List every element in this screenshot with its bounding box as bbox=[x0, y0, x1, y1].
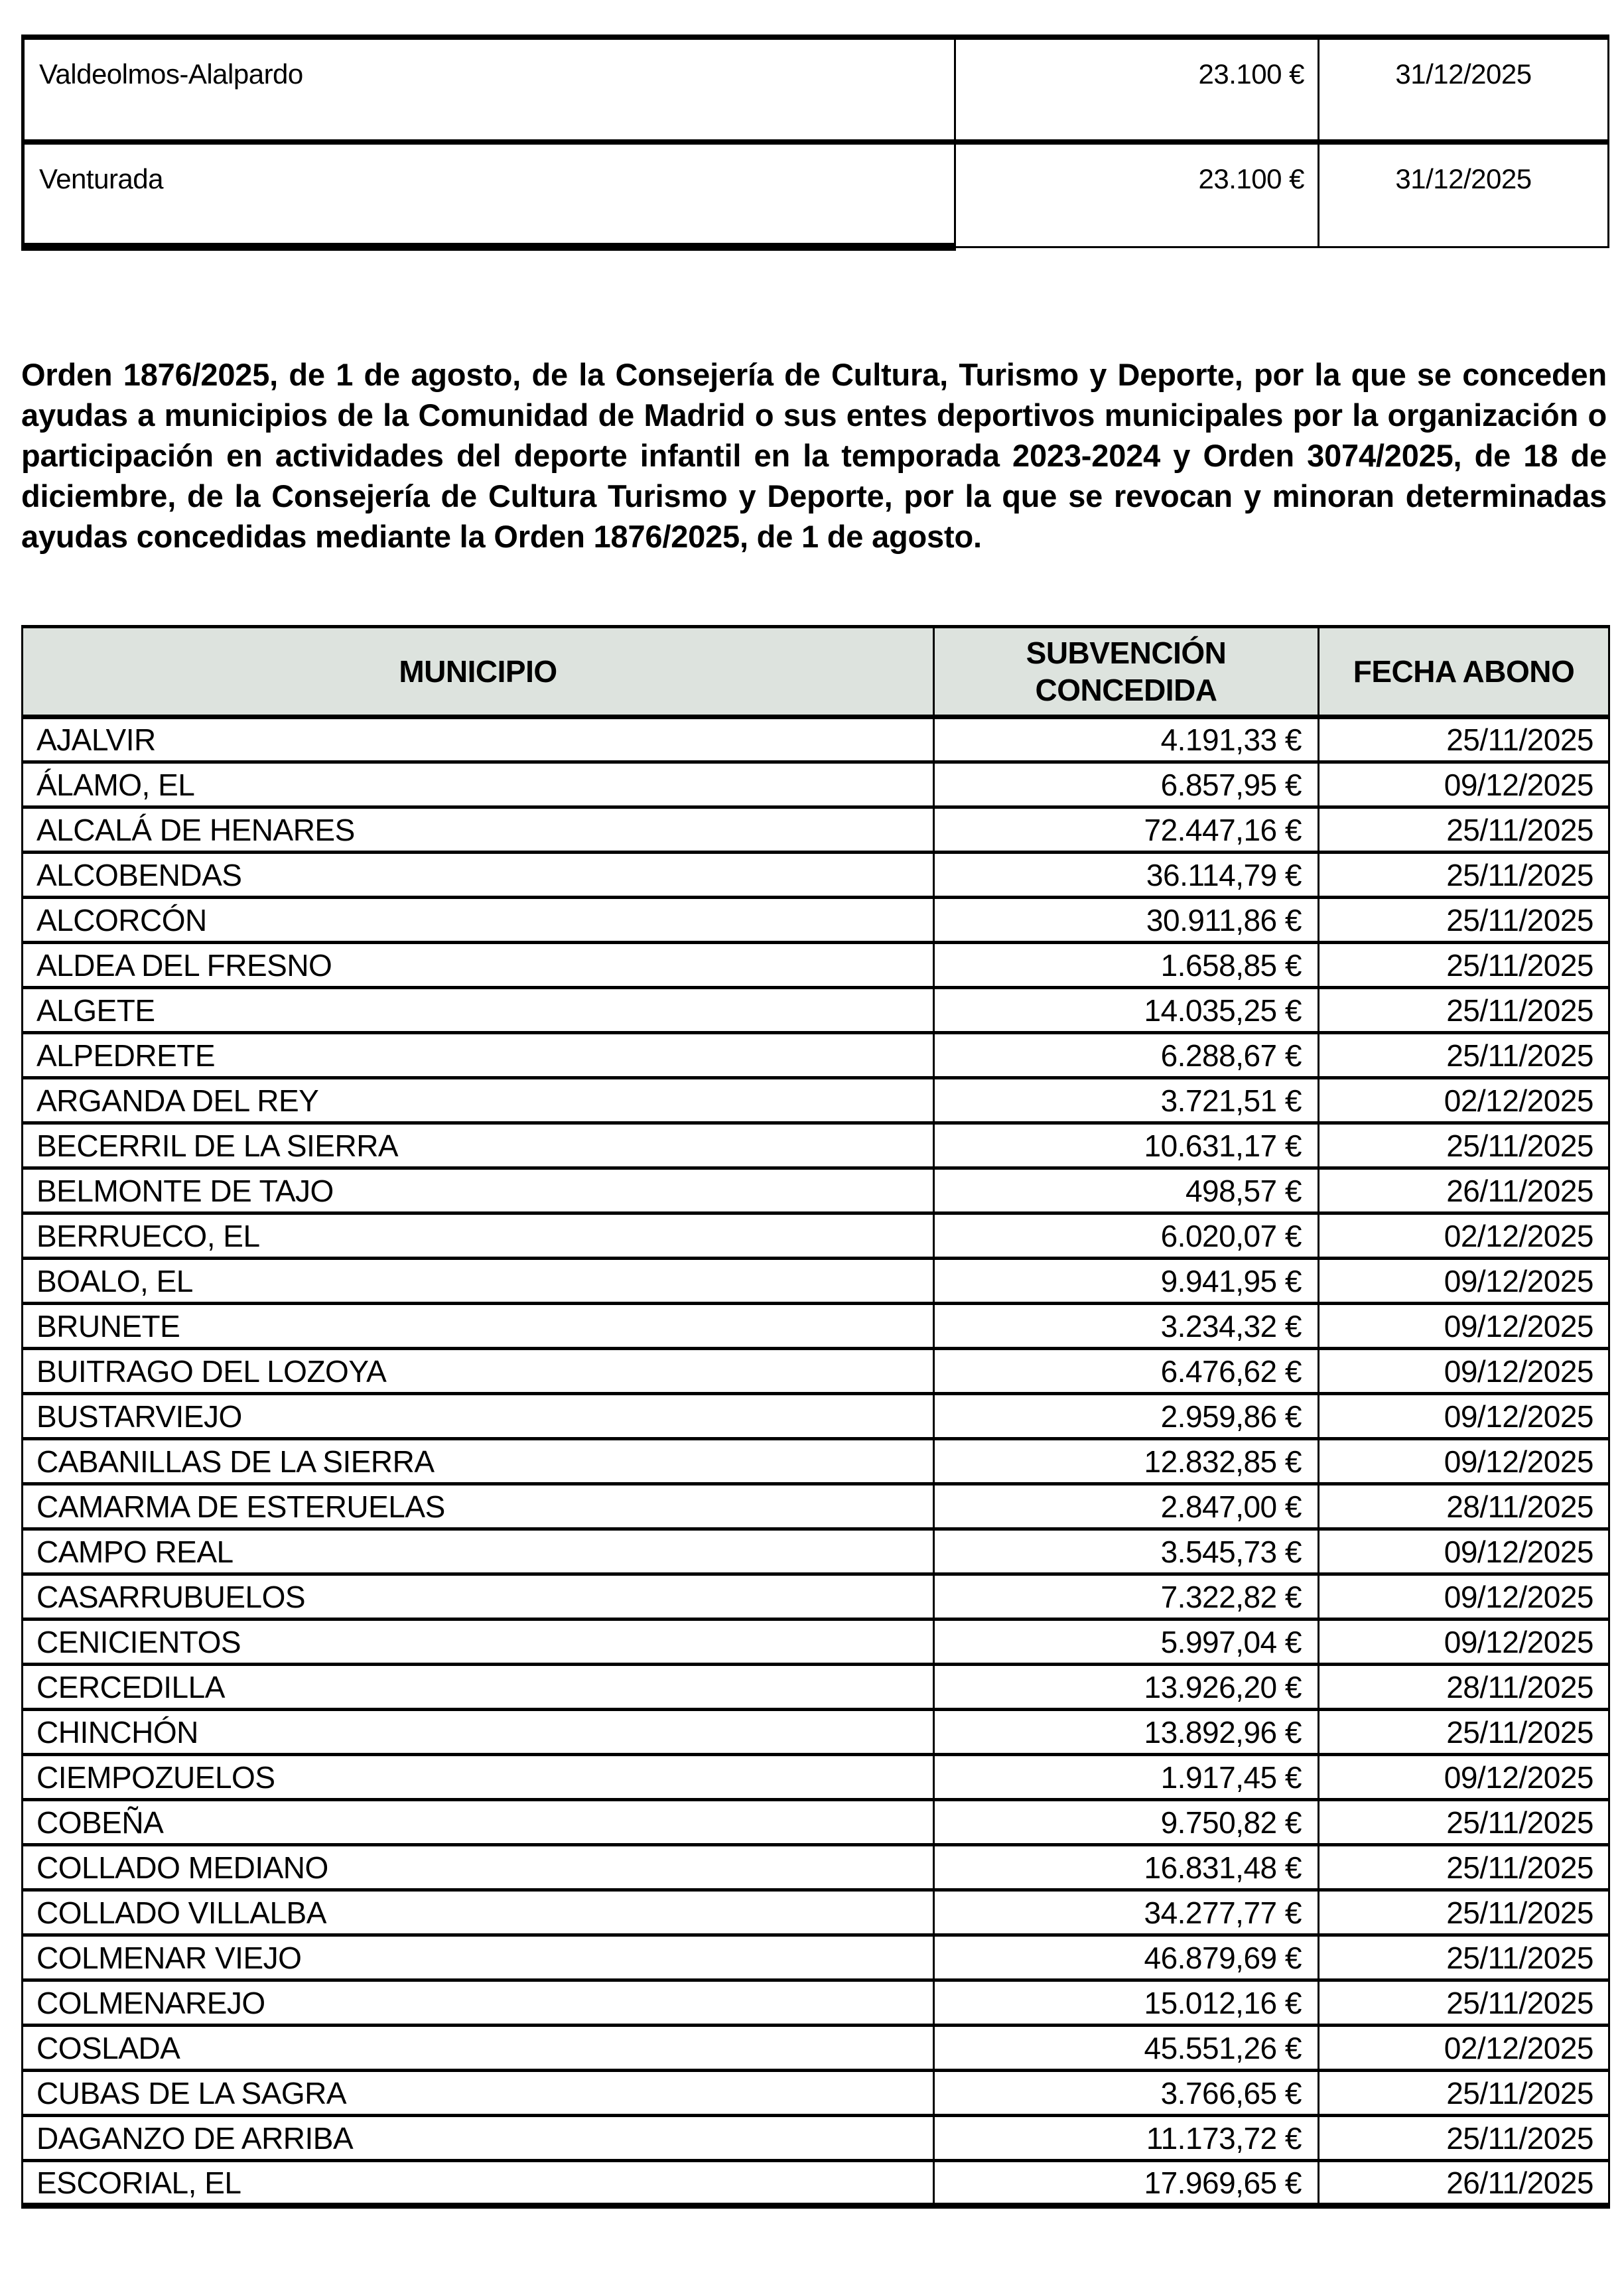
municipality-cell: CUBAS DE LA SAGRA bbox=[23, 2071, 934, 2116]
table-row bbox=[23, 1665, 1609, 1710]
table-row bbox=[23, 1800, 1609, 1845]
column-header-municipio: MUNICIPIO bbox=[23, 627, 934, 717]
payment-date-cell: 25/11/2025 bbox=[1319, 1935, 1609, 1980]
payment-date-cell: 25/11/2025 bbox=[1319, 2116, 1609, 2161]
municipality-cell: BRUNETE bbox=[23, 1304, 934, 1349]
payment-date-cell: 25/11/2025 bbox=[1319, 1800, 1609, 1845]
subsidy-amount-cell: 6.020,07 € bbox=[934, 1213, 1319, 1259]
subsidy-amount-cell: 17.969,65 € bbox=[934, 2161, 1319, 2206]
subsidy-amount-cell: 3.545,73 € bbox=[934, 1529, 1319, 1574]
municipality-cell: CABANILLAS DE LA SIERRA bbox=[23, 1439, 934, 1484]
payment-date-cell: 25/11/2025 bbox=[1319, 988, 1609, 1033]
subsidy-amount-cell: 11.173,72 € bbox=[934, 2116, 1319, 2161]
municipality-cell: BUITRAGO DEL LOZOYA bbox=[23, 1349, 934, 1394]
subsidy-amount-cell: 4.191,33 € bbox=[934, 717, 1319, 762]
payment-date-cell: 09/12/2025 bbox=[1319, 1259, 1609, 1304]
payment-date-cell: 02/12/2025 bbox=[1319, 1078, 1609, 1123]
subsidy-amount-cell: 12.832,85 € bbox=[934, 1439, 1319, 1484]
municipality-cell: ALDEA DEL FRESNO bbox=[23, 943, 934, 988]
column-header-fecha-abono: FECHA ABONO bbox=[1319, 627, 1609, 717]
municipality-cell: AJALVIR bbox=[23, 717, 934, 762]
municipality-cell: ALCALÁ DE HENARES bbox=[23, 807, 934, 853]
payment-date-cell: 09/12/2025 bbox=[1319, 1574, 1609, 1620]
table-row bbox=[23, 1394, 1609, 1439]
payment-date-cell: 25/11/2025 bbox=[1319, 2071, 1609, 2116]
subsidy-amount-cell: 2.847,00 € bbox=[934, 1484, 1319, 1529]
subsidy-amount-cell: 23.100 € bbox=[955, 37, 1319, 142]
municipality-cell: COSLADA bbox=[23, 2026, 934, 2071]
municipality-cell: BERRUECO, EL bbox=[23, 1213, 934, 1259]
table-row bbox=[23, 1439, 1609, 1484]
municipality-cell: COBEÑA bbox=[23, 1800, 934, 1845]
subsidy-amount-cell: 3.234,32 € bbox=[934, 1304, 1319, 1349]
column-header-subvencion-concedida: SUBVENCIÓN CONCEDIDA bbox=[934, 627, 1319, 717]
payment-date-cell: 02/12/2025 bbox=[1319, 2026, 1609, 2071]
table-row bbox=[23, 1213, 1609, 1259]
payment-date-cell: 25/11/2025 bbox=[1319, 717, 1609, 762]
municipality-cell: COLMENAREJO bbox=[23, 1980, 934, 2026]
table-row bbox=[23, 1845, 1609, 1890]
table-row bbox=[23, 1574, 1609, 1620]
municipality-cell: ARGANDA DEL REY bbox=[23, 1078, 934, 1123]
municipality-cell: CIEMPOZUELOS bbox=[23, 1755, 934, 1800]
subsidy-amount-cell: 36.114,79 € bbox=[934, 853, 1319, 898]
payment-date-cell: 09/12/2025 bbox=[1319, 1755, 1609, 1800]
table-row bbox=[23, 988, 1609, 1033]
table-row bbox=[23, 853, 1609, 898]
payment-date-cell: 02/12/2025 bbox=[1319, 1213, 1609, 1259]
subsidy-amount-cell: 6.476,62 € bbox=[934, 1349, 1319, 1394]
previous-order-table-continuation bbox=[21, 34, 1609, 251]
subsidy-amount-cell: 5.997,04 € bbox=[934, 1620, 1319, 1665]
subsidies-table-header bbox=[23, 627, 1609, 717]
table-row bbox=[23, 1349, 1609, 1394]
table-row bbox=[23, 2026, 1609, 2071]
payment-date-cell: 09/12/2025 bbox=[1319, 1620, 1609, 1665]
municipality-cell: ALCORCÓN bbox=[23, 898, 934, 943]
subsidy-amount-cell: 7.322,82 € bbox=[934, 1574, 1319, 1620]
table-row bbox=[23, 1304, 1609, 1349]
table-row bbox=[23, 1620, 1609, 1665]
subsidy-amount-cell: 46.879,69 € bbox=[934, 1935, 1319, 1980]
subsidy-amount-cell: 498,57 € bbox=[934, 1168, 1319, 1213]
payment-date-cell: 09/12/2025 bbox=[1319, 1439, 1609, 1484]
table-row bbox=[23, 1890, 1609, 1935]
table-row bbox=[23, 807, 1609, 853]
payment-date-cell: 26/11/2025 bbox=[1319, 1168, 1609, 1213]
subsidy-amount-cell: 15.012,16 € bbox=[934, 1980, 1319, 2026]
payment-date-cell: 25/11/2025 bbox=[1319, 1890, 1609, 1935]
table-row bbox=[23, 2161, 1609, 2206]
table-row bbox=[23, 762, 1609, 807]
municipality-cell: CAMPO REAL bbox=[23, 1529, 934, 1574]
payment-date-cell: 25/11/2025 bbox=[1319, 898, 1609, 943]
table-row bbox=[23, 2071, 1609, 2116]
subsidy-amount-cell: 30.911,86 € bbox=[934, 898, 1319, 943]
table-row bbox=[23, 1710, 1609, 1755]
municipality-cell: BUSTARVIEJO bbox=[23, 1394, 934, 1439]
payment-date-cell: 26/11/2025 bbox=[1319, 2161, 1609, 2206]
municipality-cell: BELMONTE DE TAJO bbox=[23, 1168, 934, 1213]
municipality-cell: ESCORIAL, EL bbox=[23, 2161, 934, 2206]
subsidy-amount-cell: 13.892,96 € bbox=[934, 1710, 1319, 1755]
payment-date-cell: 09/12/2025 bbox=[1319, 1304, 1609, 1349]
payment-date-cell: 31/12/2025 bbox=[1319, 142, 1609, 247]
municipality-cell: ALGETE bbox=[23, 988, 934, 1033]
payment-date-cell: 28/11/2025 bbox=[1319, 1484, 1609, 1529]
table-row bbox=[23, 898, 1609, 943]
payment-date-cell: 09/12/2025 bbox=[1319, 1529, 1609, 1574]
table-row bbox=[23, 142, 1609, 247]
municipality-cell: Venturada bbox=[23, 142, 955, 247]
subsidy-amount-cell: 1.658,85 € bbox=[934, 943, 1319, 988]
subsidy-amount-cell: 16.831,48 € bbox=[934, 1845, 1319, 1890]
table-row bbox=[23, 1033, 1609, 1078]
payment-date-cell: 25/11/2025 bbox=[1319, 807, 1609, 853]
payment-date-cell: 25/11/2025 bbox=[1319, 1033, 1609, 1078]
table-row bbox=[23, 1529, 1609, 1574]
payment-date-cell: 25/11/2025 bbox=[1319, 1980, 1609, 2026]
payment-date-cell: 09/12/2025 bbox=[1319, 1394, 1609, 1439]
subsidies-table bbox=[21, 625, 1610, 2209]
subsidy-amount-cell: 9.941,95 € bbox=[934, 1259, 1319, 1304]
subsidy-amount-cell: 1.917,45 € bbox=[934, 1755, 1319, 1800]
municipality-cell: COLMENAR VIEJO bbox=[23, 1935, 934, 1980]
municipality-cell: CERCEDILLA bbox=[23, 1665, 934, 1710]
subsidy-amount-cell: 72.447,16 € bbox=[934, 807, 1319, 853]
municipality-cell: ALPEDRETE bbox=[23, 1033, 934, 1078]
subsidy-amount-cell: 3.721,51 € bbox=[934, 1078, 1319, 1123]
subsidy-amount-cell: 10.631,17 € bbox=[934, 1123, 1319, 1168]
subsidy-amount-cell: 2.959,86 € bbox=[934, 1394, 1319, 1439]
table-row bbox=[23, 717, 1609, 762]
payment-date-cell: 25/11/2025 bbox=[1319, 1845, 1609, 1890]
municipality-cell: COLLADO VILLALBA bbox=[23, 1890, 934, 1935]
table-row bbox=[23, 1168, 1609, 1213]
table-row bbox=[23, 1484, 1609, 1529]
municipality-cell: COLLADO MEDIANO bbox=[23, 1845, 934, 1890]
municipality-cell: CASARRUBUELOS bbox=[23, 1574, 934, 1620]
payment-date-cell: 25/11/2025 bbox=[1319, 853, 1609, 898]
table-row bbox=[23, 1980, 1609, 2026]
subsidy-amount-cell: 45.551,26 € bbox=[934, 2026, 1319, 2071]
municipality-cell: CAMARMA DE ESTERUELAS bbox=[23, 1484, 934, 1529]
municipality-cell: ALCOBENDAS bbox=[23, 853, 934, 898]
subsidy-amount-cell: 6.857,95 € bbox=[934, 762, 1319, 807]
subsidy-amount-cell: 3.766,65 € bbox=[934, 2071, 1319, 2116]
table-row bbox=[23, 1078, 1609, 1123]
table-row bbox=[23, 1755, 1609, 1800]
table-row bbox=[23, 1935, 1609, 1980]
municipality-cell: CENICIENTOS bbox=[23, 1620, 934, 1665]
table-row bbox=[23, 1123, 1609, 1168]
subsidy-amount-cell: 23.100 € bbox=[955, 142, 1319, 247]
payment-date-cell: 09/12/2025 bbox=[1319, 1349, 1609, 1394]
payment-date-cell: 28/11/2025 bbox=[1319, 1665, 1609, 1710]
payment-date-cell: 25/11/2025 bbox=[1319, 1123, 1609, 1168]
subsidy-amount-cell: 13.926,20 € bbox=[934, 1665, 1319, 1710]
payment-date-cell: 25/11/2025 bbox=[1319, 943, 1609, 988]
municipality-cell: CHINCHÓN bbox=[23, 1710, 934, 1755]
subsidy-amount-cell: 14.035,25 € bbox=[934, 988, 1319, 1033]
table-row bbox=[23, 943, 1609, 988]
municipality-cell: ÁLAMO, EL bbox=[23, 762, 934, 807]
payment-date-cell: 31/12/2025 bbox=[1319, 37, 1609, 142]
subsidies-table-body bbox=[23, 717, 1609, 2206]
municipality-cell: BOALO, EL bbox=[23, 1259, 934, 1304]
continuation-table-body bbox=[23, 37, 1609, 247]
municipality-cell: BECERRIL DE LA SIERRA bbox=[23, 1123, 934, 1168]
subsidy-amount-cell: 6.288,67 € bbox=[934, 1033, 1319, 1078]
header-row bbox=[23, 627, 1609, 717]
municipality-cell: DAGANZO DE ARRIBA bbox=[23, 2116, 934, 2161]
table-row bbox=[23, 1259, 1609, 1304]
municipality-cell: Valdeolmos-Alalpardo bbox=[23, 37, 955, 142]
payment-date-cell: 25/11/2025 bbox=[1319, 1710, 1609, 1755]
table-row bbox=[23, 37, 1609, 142]
subsidy-amount-cell: 9.750,82 € bbox=[934, 1800, 1319, 1845]
order-description-paragraph: Orden 1876/2025, de 1 de agosto, de la Consejería de Cultura, Turismo y Deporte, por la que se conceden ayudas a municipios de la Comunidad de Madrid o sus entes deportivos municipales por la organización o participación en actividades del deporte infantil en la temporada 2023-2024 y Orden 3074/2025, de 18 de diciembre, de la Consejería de Cultura Turismo y Deporte, por la que se revocan y minoran determinadas ayudas concedidas mediante la Orden 1876/2025, de 1 de agosto. bbox=[21, 357, 1607, 554]
payment-date-cell: 09/12/2025 bbox=[1319, 762, 1609, 807]
subsidy-amount-cell: 34.277,77 € bbox=[934, 1890, 1319, 1935]
table-row bbox=[23, 2116, 1609, 2161]
